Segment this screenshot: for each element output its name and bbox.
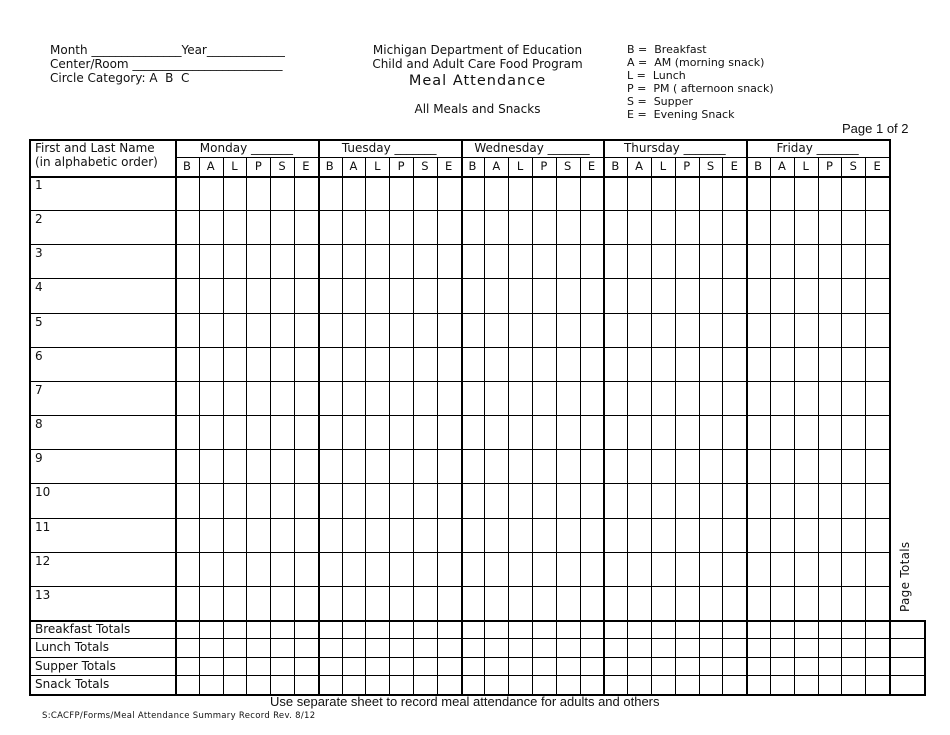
totals-row-divider [29,675,924,676]
center-room-label: Center/Room [50,57,129,71]
day-header: Monday _______ [199,141,293,155]
totals-row-divider [29,638,924,639]
grid-right-border [889,139,891,696]
meal-column-divider [508,157,509,695]
row-number: 7 [35,382,43,397]
meal-column-divider [294,157,295,695]
meal-column-divider [532,157,533,695]
meal-column-divider [722,157,723,695]
meal-code-header: E [587,159,596,173]
meal-code-header: E [873,159,881,173]
legend-item: L = Lunch [627,69,686,82]
legend-item: P = PM ( afternoon snack) [627,82,774,95]
header-bottom-border [29,176,889,178]
meal-code-header: A [349,159,358,173]
row-number: 6 [35,348,43,363]
row-number: 11 [35,519,51,534]
meal-code-legend [627,43,774,121]
name-column-header: First and Last Name [35,141,155,155]
row-number: 10 [35,485,51,500]
meal-code-header: B [468,159,477,173]
row-divider [29,278,889,279]
meal-column-divider [223,157,224,695]
center-room-field[interactable]: _________________________ [132,57,283,71]
meal-column-divider [865,157,866,695]
name-column-subheader: (in alphabetic order) [35,155,158,169]
row-divider [29,381,889,382]
meal-code-header: L [516,159,524,173]
totals-row-divider [29,657,924,658]
row-number: 12 [35,553,51,568]
meal-code-header: E [302,159,310,173]
category-options[interactable]: A B C [149,71,190,85]
form-subtitle: All Meals and Snacks [414,102,541,116]
month-label: Month [50,43,88,57]
meal-column-divider [675,157,676,695]
day-header: Tuesday _______ [341,141,437,155]
day-border [603,139,605,695]
name-column-border [175,139,177,696]
meal-code-header: P [254,159,262,173]
legend-item: B = Breakfast [627,43,707,56]
form-code: S:CACFP/Forms/Meal Attendance Summary Record Rev. 8/12 [42,711,316,721]
meal-code-header: E [445,159,453,173]
form-title: Meal Attendance [408,73,547,89]
meal-code-header: A [635,159,644,173]
totals-label: Snack Totals [35,677,110,692]
meal-code-header: L [802,159,809,173]
meal-column-divider [556,157,557,695]
meal-code-header: B [611,159,620,173]
row-divider [29,347,889,348]
meal-code-header: S [421,159,429,173]
month-year-line [50,43,285,57]
footer-note: Use separate sheet to record meal attendance for adults and others [270,694,660,709]
meal-code-header: L [659,159,667,173]
day-border [318,139,320,695]
meal-code-header: S [278,159,286,173]
row-number: 5 [35,314,43,329]
meal-column-divider [699,157,700,695]
meal-code-header: E [730,159,738,173]
row-divider [29,210,889,211]
meal-column-divider [841,157,842,695]
form-title-block [340,43,615,116]
row-number: 2 [35,212,43,227]
row-number: 9 [35,451,43,466]
program-name: Child and Adult Care Food Program [372,57,583,71]
meal-code-header: S [849,159,857,173]
page-number: Page 1 of 2 [842,121,909,136]
circle-category-label: Circle Category: [50,71,146,85]
meal-column-divider [199,157,200,695]
meal-code-header: P [540,159,548,173]
meal-code-header: B [182,159,191,173]
day-header: Friday _______ [776,141,859,155]
meal-column-divider [580,157,581,695]
meal-code-header: P [683,159,691,173]
meal-code-header: L [231,159,238,173]
meal-code-header: S [564,159,572,173]
day-border [746,139,748,695]
page-totals-label: Page Totals [898,541,912,612]
year-label: Year [181,43,207,57]
meal-code-header: P [397,159,405,173]
year-field[interactable]: _____________ [206,43,285,57]
row-divider [29,313,889,314]
row-number: 8 [35,417,43,432]
meal-column-divider [818,157,819,695]
legend-item: E = Evening Snack [627,108,735,121]
meal-code-header: A [777,159,786,173]
meal-column-divider [794,157,795,695]
meal-column-divider [484,157,485,695]
meal-code-header: S [706,159,715,173]
meal-column-divider [651,157,652,695]
meal-column-divider [389,157,390,695]
legend-item: A = AM (morning snack) [627,56,765,69]
row-divider [29,415,889,416]
meal-column-divider [627,157,628,695]
meal-column-divider [413,157,414,695]
row-divider [29,449,889,450]
grid-left-border [29,139,31,696]
row-divider [29,483,889,484]
totals-label: Lunch Totals [35,640,109,655]
month-field[interactable]: _______________ [91,43,182,57]
totals-label: Breakfast Totals [35,621,131,636]
day-header: Wednesday _______ [474,141,590,155]
meal-code-header: P [826,159,833,173]
row-divider [29,552,889,553]
day-header: Thursday _______ [623,141,726,155]
row-number: 13 [35,587,51,602]
meal-column-divider [342,157,343,695]
row-divider [29,586,889,587]
row-divider [29,244,889,245]
center-room-line [50,57,285,71]
meal-code-header: B [754,159,763,173]
form-header-fields [50,43,285,85]
row-number: 3 [35,246,43,261]
circle-category-line [50,71,285,85]
meal-column-divider [270,157,271,695]
meal-code-header: L [374,159,381,173]
meal-code-header: A [492,159,501,173]
day-border [461,139,463,695]
meal-column-divider [246,157,247,695]
agency-name: Michigan Department of Education [372,43,583,57]
meal-column-divider [365,157,366,695]
totals-label: Supper Totals [35,658,116,673]
meal-column-divider [437,157,438,695]
legend-item: S = Supper [627,95,693,108]
meal-code-header: B [325,159,334,173]
row-number: 4 [35,280,43,295]
row-divider [29,518,889,519]
page-totals-right-border [924,620,926,696]
meal-column-divider [770,157,771,695]
row-number: 1 [35,178,43,192]
meal-code-header: A [206,159,215,173]
